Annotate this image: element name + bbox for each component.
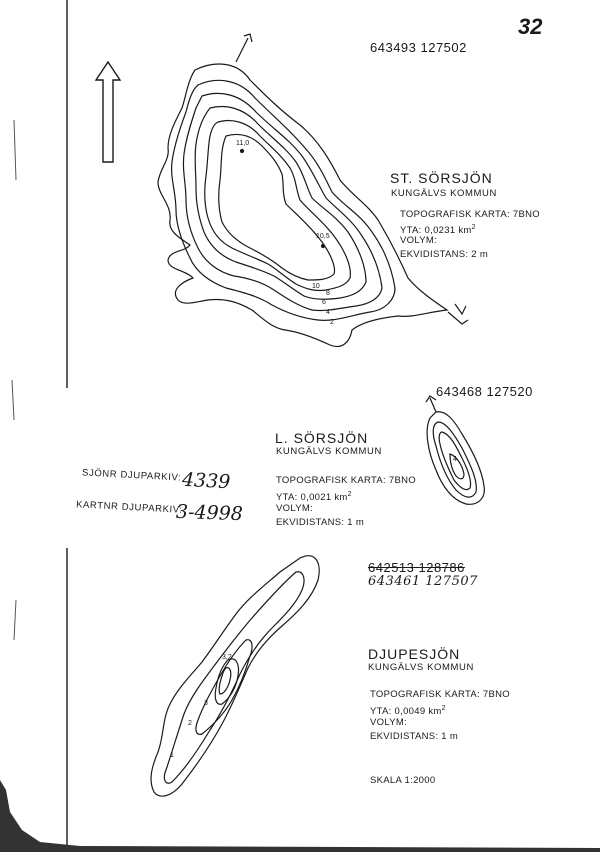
depth-label: 2 bbox=[330, 319, 334, 326]
l-sorsjon-name: L. SÖRSJÖN bbox=[275, 430, 369, 446]
l-sorsjon-ekvidistans: EKVIDISTANS: 1 m bbox=[276, 517, 365, 528]
djupesjon-contour-1 bbox=[164, 572, 304, 784]
djupesjon-name: DJUPESJÖN bbox=[368, 646, 461, 662]
depth-label: 4 bbox=[326, 309, 330, 316]
depth-label: 3,2 bbox=[222, 654, 232, 661]
l-sorsjon-topo: TOPOGRAFISK KARTA: 7BNO bbox=[276, 475, 416, 486]
st-sorsjon-shoreline bbox=[158, 64, 447, 347]
l-sorsjon-map bbox=[426, 396, 484, 504]
sjonr-label: SJÖNR DJUPARKIV: bbox=[81, 467, 182, 484]
depth-label: 4 bbox=[453, 456, 457, 463]
north-arrow-icon bbox=[96, 62, 120, 162]
st-sorsjon-contour-10 bbox=[219, 134, 335, 280]
scan-edge-marks bbox=[12, 120, 16, 640]
depth-label: 1 bbox=[170, 752, 174, 759]
depth-label: 11,0 bbox=[236, 140, 250, 147]
depth-label: 3 bbox=[204, 700, 208, 707]
st-sorsjon-inlet-arrow-icon bbox=[448, 304, 468, 324]
l-sorsjon-kommun: KUNGÄLVS KOMMUN bbox=[276, 446, 382, 457]
kartnr-value: 3-4998 bbox=[175, 500, 244, 526]
djupesjon-shoreline bbox=[151, 556, 319, 796]
kartnr-label: KARTNR DJUPARKIV: bbox=[75, 499, 183, 516]
l-sorsjon-volym: VOLYM: bbox=[276, 503, 313, 514]
st-sorsjon-depth-point bbox=[322, 245, 325, 248]
depth-label: 10,5 bbox=[316, 233, 330, 240]
depth-label: 6 bbox=[322, 299, 326, 306]
st-sorsjon-coordinates: 643493 127502 bbox=[370, 40, 467, 55]
st-sorsjon-volym: VOLYM: bbox=[400, 235, 437, 246]
depth-label: 10 bbox=[312, 283, 320, 290]
scale-label: SKALA 1:2000 bbox=[370, 775, 436, 786]
djupesjon-kommun: KUNGÄLVS KOMMUN bbox=[368, 662, 474, 673]
page-number: 32 bbox=[518, 14, 543, 39]
st-sorsjon-outlet-arrow-icon bbox=[236, 34, 252, 62]
st-sorsjon-kommun: KUNGÄLVS KOMMUN bbox=[391, 188, 497, 199]
scan-edge-shadow bbox=[0, 780, 600, 852]
st-sorsjon-topo: TOPOGRAFISK KARTA: 7BNO bbox=[400, 209, 540, 220]
djupesjon-coordinates: 643461 127507 bbox=[368, 574, 478, 589]
depth-label: 2 bbox=[188, 720, 192, 727]
djupesjon-yta: YTA: 0,0049 $km^2$ bbox=[370, 705, 446, 718]
sjonr-value: 4339 bbox=[181, 468, 231, 494]
djupesjon-ekvidistans: EKVIDISTANS: 1 m bbox=[370, 731, 459, 742]
djupesjon-coordinates-struck: 642513 128786 bbox=[368, 560, 465, 575]
st-sorsjon-depth-point bbox=[241, 150, 244, 153]
st-sorsjon-ekvidistans: EKVIDISTANS: 2 m bbox=[400, 249, 489, 260]
st-sorsjon-contour-6 bbox=[195, 107, 366, 300]
l-sorsjon-outlet-arrow-icon bbox=[426, 396, 436, 412]
djupesjon-volym: VOLYM: bbox=[370, 717, 407, 728]
djupesjon-map bbox=[151, 556, 319, 796]
l-sorsjon-coordinates: 643468 127520 bbox=[436, 384, 533, 399]
djupesjon-topo: TOPOGRAFISK KARTA: 7BNO bbox=[370, 689, 510, 700]
st-sorsjon-name: ST. SÖRSJÖN bbox=[390, 170, 493, 186]
depth-label: 8 bbox=[326, 290, 330, 297]
l-sorsjon-yta: YTA: 0,0021 $km^2$ bbox=[276, 491, 352, 504]
st-sorsjon-yta: YTA: 0,0231 $km^2$ bbox=[400, 224, 476, 237]
